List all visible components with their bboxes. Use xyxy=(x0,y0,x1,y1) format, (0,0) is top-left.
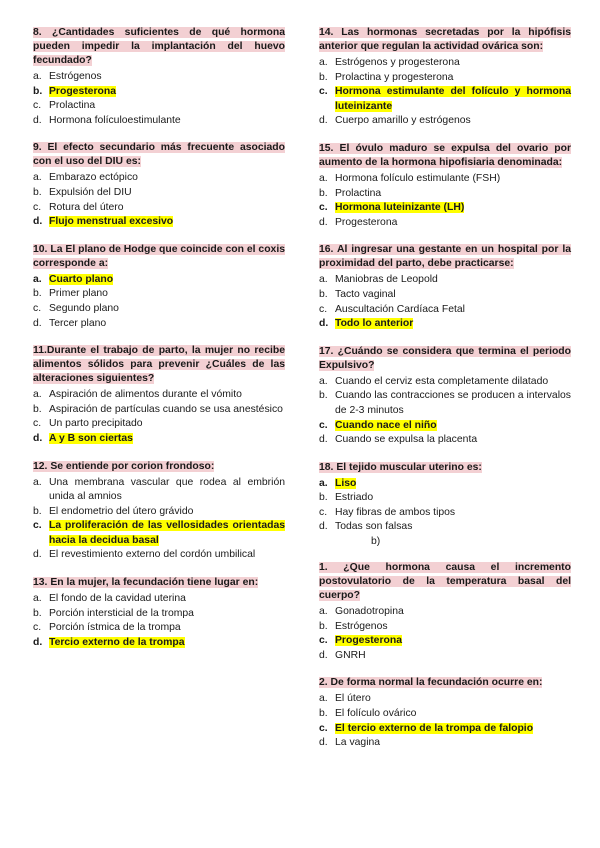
option-text xyxy=(335,620,571,635)
options-list xyxy=(33,171,285,229)
option-label: Cuando el cerviz esta completamente dilatado xyxy=(335,375,549,387)
option-letter: c. xyxy=(319,86,328,98)
option-letter: a. xyxy=(319,172,328,184)
option-label: Hormona folículoestimulante xyxy=(49,114,181,126)
option-letter: b. xyxy=(33,85,43,97)
option xyxy=(33,476,285,505)
option-label: Hay fibras de ambos tipos xyxy=(335,506,456,518)
option-text xyxy=(335,317,571,332)
option-text xyxy=(49,403,285,418)
option-label: Aspiración de partículas cuando se usa anestésico xyxy=(49,403,283,415)
option-label: Prolactina y progesterona xyxy=(335,71,454,83)
options-list xyxy=(319,273,571,331)
question-block xyxy=(319,243,571,331)
option xyxy=(319,620,571,635)
option-text xyxy=(49,215,285,230)
question-highlight: 18. El tejido muscular uterino es: xyxy=(319,461,482,473)
question-text xyxy=(319,345,571,373)
question-highlight: 12. Se entiende por corion frondoso: xyxy=(33,460,215,472)
option xyxy=(319,649,571,664)
correct-option xyxy=(319,634,571,649)
correct-option xyxy=(319,201,571,216)
option-text xyxy=(335,605,571,620)
option-text xyxy=(49,548,285,563)
option-label: Estrógenos xyxy=(49,71,102,82)
option-text xyxy=(49,621,285,636)
question-text xyxy=(319,676,571,690)
option-label: Todas son falsas xyxy=(335,521,413,533)
option-label: Estrógenos xyxy=(335,620,388,632)
option xyxy=(319,375,571,390)
option-label: Progesterona xyxy=(335,216,398,228)
option xyxy=(319,288,571,303)
option-letter: a. xyxy=(33,593,42,605)
option-letter: b. xyxy=(319,390,328,402)
correct-option xyxy=(33,215,285,230)
option-label: Hormona folículo estimulante (FSH) xyxy=(335,172,501,184)
option-letter: c. xyxy=(33,302,42,314)
option-text xyxy=(49,302,285,317)
question-highlight: 11.Durante el trabajo de parto, la mujer no recibe alimentos sólidos para prevenir ¿Cuáles de las alteraciones siguientes? xyxy=(33,345,285,385)
option-letter: c. xyxy=(33,100,42,112)
option-letter: d. xyxy=(319,434,328,446)
option-label: Un parto precipitado xyxy=(49,418,143,430)
question-highlight: 2. De forma normal la fecundación ocurre en: xyxy=(319,677,543,689)
question-highlight: 1. ¿Que hormona causa el incremento postovulatorio de la temperatura basal del cuerpo? xyxy=(319,562,571,602)
option-text xyxy=(335,273,571,288)
option-label: Prolactina xyxy=(49,100,96,112)
question-text xyxy=(33,344,285,386)
option xyxy=(33,592,285,607)
option-text xyxy=(335,736,571,751)
option-text xyxy=(335,491,571,506)
option-label: Estriado xyxy=(335,492,374,504)
question-block xyxy=(33,26,285,128)
option-letter: a. xyxy=(33,273,42,285)
option xyxy=(33,186,285,201)
question-block xyxy=(319,345,571,448)
option-label: Tacto vaginal xyxy=(335,288,396,300)
question-block xyxy=(33,141,285,229)
option-label: Porción intersticial de la trompa xyxy=(49,607,194,619)
option-letter: b. xyxy=(319,71,328,83)
question-text xyxy=(33,460,285,474)
options-list xyxy=(33,476,285,564)
option xyxy=(319,692,571,707)
option-letter: b. xyxy=(319,620,328,632)
question-text xyxy=(33,243,285,271)
correct-option xyxy=(319,477,571,492)
option-letter: b. xyxy=(319,288,328,300)
option-text xyxy=(335,71,571,86)
correct-option xyxy=(33,519,285,548)
option-text xyxy=(335,433,571,448)
option-text xyxy=(335,375,571,390)
correct-option xyxy=(33,85,285,100)
option-label: Porción ístmica de la trompa xyxy=(49,622,181,634)
question-block xyxy=(319,461,571,548)
question-highlight: 17. ¿Cuándo se considera que termina el periodo Expulsivo? xyxy=(319,345,571,371)
question-block xyxy=(33,576,285,650)
option-label: El fondo de la cavidad uterina xyxy=(49,593,186,605)
option-letter: a. xyxy=(319,375,328,387)
question-block xyxy=(319,561,571,663)
option xyxy=(33,99,285,114)
answer-highlight: Liso xyxy=(335,477,357,489)
option xyxy=(319,56,571,71)
option-letter: a. xyxy=(33,389,42,401)
correct-option xyxy=(319,419,571,434)
option xyxy=(33,114,285,129)
option xyxy=(33,607,285,622)
option-letter: c. xyxy=(319,506,328,518)
option-letter: a. xyxy=(319,274,328,286)
option-label: Prolactina xyxy=(335,187,382,199)
option xyxy=(319,172,571,187)
option-text xyxy=(49,70,285,85)
option-letter: b. xyxy=(319,708,328,720)
option-text xyxy=(335,114,571,129)
option xyxy=(33,287,285,302)
option xyxy=(319,520,571,535)
options-list xyxy=(33,273,285,331)
option-text xyxy=(335,216,571,231)
option-letter: c. xyxy=(319,635,328,647)
answer-highlight: Flujo menstrual excesivo xyxy=(49,216,174,228)
option xyxy=(319,187,571,202)
options-list xyxy=(33,388,285,446)
question-highlight: 10. La El plano de Hodge que coincide con el coxis corresponde a: xyxy=(33,243,285,269)
option-text xyxy=(49,607,285,622)
option-letter: b. xyxy=(33,403,42,415)
option-text xyxy=(335,506,571,521)
option-letter: d. xyxy=(33,549,42,561)
option xyxy=(319,605,571,620)
option-letter: c. xyxy=(319,722,328,734)
option-text xyxy=(335,56,571,71)
option xyxy=(319,273,571,288)
option-label: El folículo ovárico xyxy=(335,708,417,720)
option-text xyxy=(335,520,571,535)
option-label: El revestimiento externo del cordón umbilical xyxy=(49,549,256,561)
option xyxy=(33,388,285,403)
option xyxy=(319,433,571,448)
question-block xyxy=(33,344,285,446)
option-text xyxy=(49,171,285,186)
option-text xyxy=(335,722,571,737)
left-column xyxy=(33,26,285,663)
option-letter: a. xyxy=(33,172,42,184)
answer-highlight: Tercio externo de la trompa xyxy=(49,636,185,648)
option xyxy=(33,70,285,85)
option xyxy=(33,171,285,186)
question-text xyxy=(33,141,285,169)
option-text xyxy=(335,707,571,722)
question-block xyxy=(319,676,571,750)
option-label: El útero xyxy=(335,693,371,705)
correct-option xyxy=(319,722,571,737)
option-text xyxy=(49,186,285,201)
option-text xyxy=(49,417,285,432)
option-label: Auscultación Cardíaca Fetal xyxy=(335,303,465,315)
option xyxy=(319,389,571,418)
question-highlight: 15. El óvulo maduro se expulsa del ovario por aumento de la hormona hipofisiaria denominada: xyxy=(319,142,571,168)
option-label: El endometrio del útero grávido xyxy=(49,505,194,517)
option-letter: b. xyxy=(33,505,42,517)
option-label: Gonadotropina xyxy=(335,606,404,618)
option-letter: a. xyxy=(33,476,42,488)
option-label: La vagina xyxy=(335,737,381,749)
option xyxy=(319,303,571,318)
option-text xyxy=(335,692,571,707)
option-letter: d. xyxy=(319,737,328,749)
option-letter: a. xyxy=(319,57,328,68)
correct-option xyxy=(319,85,571,114)
option xyxy=(33,317,285,332)
option-text xyxy=(49,273,285,288)
option-text xyxy=(335,85,571,114)
option-letter: a. xyxy=(319,606,328,618)
answer-highlight: Hormona luteinizante (LH) xyxy=(335,202,465,214)
option-text xyxy=(49,432,285,447)
option xyxy=(33,505,285,520)
option-letter: b. xyxy=(319,492,328,504)
option-text xyxy=(49,287,285,302)
option-letter: b. xyxy=(319,187,328,199)
option-letter: d. xyxy=(33,216,43,228)
correct-option xyxy=(319,317,571,332)
question-block xyxy=(33,460,285,564)
option-letter: b. xyxy=(33,288,42,300)
question-text xyxy=(319,561,571,603)
option-label: Primer plano xyxy=(49,288,108,300)
option-letter: a. xyxy=(319,693,328,705)
answer-highlight: El tercio externo de la trompa de falopio xyxy=(335,722,534,734)
answer-highlight: Cuando nace el niño xyxy=(335,419,437,431)
option xyxy=(319,114,571,129)
question-text xyxy=(319,142,571,170)
option xyxy=(319,736,571,751)
option-text xyxy=(49,85,285,100)
answer-highlight: Progesterona xyxy=(49,85,116,97)
question-highlight: 16. Al ingresar una gestante en un hospital por la proximidad del parto, debe practicarse: xyxy=(319,244,571,270)
option-label: Cuando las contracciones se producen a intervalos de 2-3 minutos xyxy=(335,390,571,416)
option-text xyxy=(49,99,285,114)
option xyxy=(33,417,285,432)
options-list xyxy=(33,70,285,128)
option-text xyxy=(49,476,285,505)
option xyxy=(33,548,285,563)
answer-highlight: Cuarto plano xyxy=(49,273,114,285)
option-letter: d. xyxy=(319,318,329,330)
option-text xyxy=(335,303,571,318)
option-text xyxy=(335,201,571,216)
option-letter: c. xyxy=(33,622,42,634)
options-list xyxy=(33,592,285,650)
question-text xyxy=(319,461,571,475)
option xyxy=(33,201,285,216)
options-list xyxy=(319,375,571,448)
option-letter: d. xyxy=(319,216,328,228)
option-label: Maniobras de Leopold xyxy=(335,274,438,286)
option xyxy=(319,491,571,506)
option-letter: c. xyxy=(33,418,42,430)
option-text xyxy=(335,477,571,492)
correct-option xyxy=(33,432,285,447)
question-highlight: 14. Las hormonas secretadas por la hipófisis anterior que regulan la actividad ovárica son: xyxy=(319,27,571,52)
option-letter: d. xyxy=(319,521,328,533)
option-letter: c. xyxy=(33,201,42,213)
option-letter: b. xyxy=(33,607,42,619)
option xyxy=(319,71,571,86)
question-block xyxy=(33,243,285,331)
answer-highlight: A y B son ciertas xyxy=(49,432,133,444)
option-letter: d. xyxy=(33,114,42,126)
option-text xyxy=(49,317,285,332)
option-text xyxy=(49,636,285,651)
option-letter: d. xyxy=(319,649,328,661)
option-text xyxy=(335,389,571,418)
options-list xyxy=(319,172,571,230)
option-letter: a. xyxy=(33,71,42,82)
answer-highlight: La proliferación de las vellosidades orientadas hacia la decidua basal xyxy=(49,520,285,546)
option-text xyxy=(49,505,285,520)
option-label: GNRH xyxy=(335,649,366,661)
option xyxy=(33,403,285,418)
trailing-note: b) xyxy=(371,536,381,548)
option-label: Estrógenos y progesterona xyxy=(335,57,460,68)
option-text xyxy=(49,519,285,548)
options-list xyxy=(319,477,571,535)
option-letter: a. xyxy=(319,477,328,489)
question-highlight: 13. En la mujer, la fecundación tiene lugar en: xyxy=(33,577,259,589)
right-column xyxy=(319,26,571,764)
option-label: Cuando se expulsa la placenta xyxy=(335,434,478,446)
option-label: Rotura del útero xyxy=(49,201,124,213)
option-letter: b. xyxy=(33,186,42,198)
option-label: Una membrana vascular que rodea al embrión unida al amnios xyxy=(49,476,285,503)
option-text xyxy=(335,649,571,664)
question-block xyxy=(319,142,571,230)
option-label: Tercer plano xyxy=(49,317,107,329)
option-letter: c. xyxy=(319,303,328,315)
question-text xyxy=(33,26,285,68)
option xyxy=(319,707,571,722)
question-highlight: 8. ¿Cantidades suficientes de qué hormona pueden impedir la implantación del huevo fecundado? xyxy=(33,27,285,66)
question-highlight: 9. El efecto secundario más frecuente asociado con el uso del DIU es: xyxy=(33,142,285,168)
option-label: Expulsión del DIU xyxy=(49,186,132,198)
options-list xyxy=(319,605,571,663)
question-block xyxy=(319,26,571,129)
option-text xyxy=(335,634,571,649)
option xyxy=(33,621,285,636)
option-text xyxy=(49,201,285,216)
option-letter: c. xyxy=(319,202,328,214)
correct-option xyxy=(33,273,285,288)
option-letter: d. xyxy=(33,317,42,329)
option-letter: c. xyxy=(319,419,328,431)
option-text xyxy=(335,187,571,202)
correct-option xyxy=(33,636,285,651)
options-list xyxy=(319,56,571,129)
answer-highlight: Hormona estimulante del folículo y hormona luteinizante xyxy=(335,86,571,112)
answer-highlight: Progesterona xyxy=(335,635,402,647)
option-text xyxy=(335,288,571,303)
option-letter: d. xyxy=(33,432,43,444)
option-letter: d. xyxy=(33,636,43,648)
option-text xyxy=(335,419,571,434)
option-label: Cuerpo amarillo y estrógenos xyxy=(335,115,471,127)
option-label: Segundo plano xyxy=(49,302,119,314)
option-label: Aspiración de alimentos durante el vómito xyxy=(49,389,242,401)
option-label: Embarazo ectópico xyxy=(49,172,138,184)
option-letter: c. xyxy=(33,520,42,532)
option-text xyxy=(335,172,571,187)
options-list xyxy=(319,692,571,750)
question-text xyxy=(33,576,285,590)
question-text xyxy=(319,26,571,54)
question-text xyxy=(319,243,571,271)
option xyxy=(319,216,571,231)
option-text xyxy=(49,114,285,129)
option xyxy=(319,506,571,521)
option-text xyxy=(49,592,285,607)
option-letter: d. xyxy=(319,115,328,127)
option-text xyxy=(49,388,285,403)
option xyxy=(33,302,285,317)
answer-highlight: Todo lo anterior xyxy=(335,318,414,330)
